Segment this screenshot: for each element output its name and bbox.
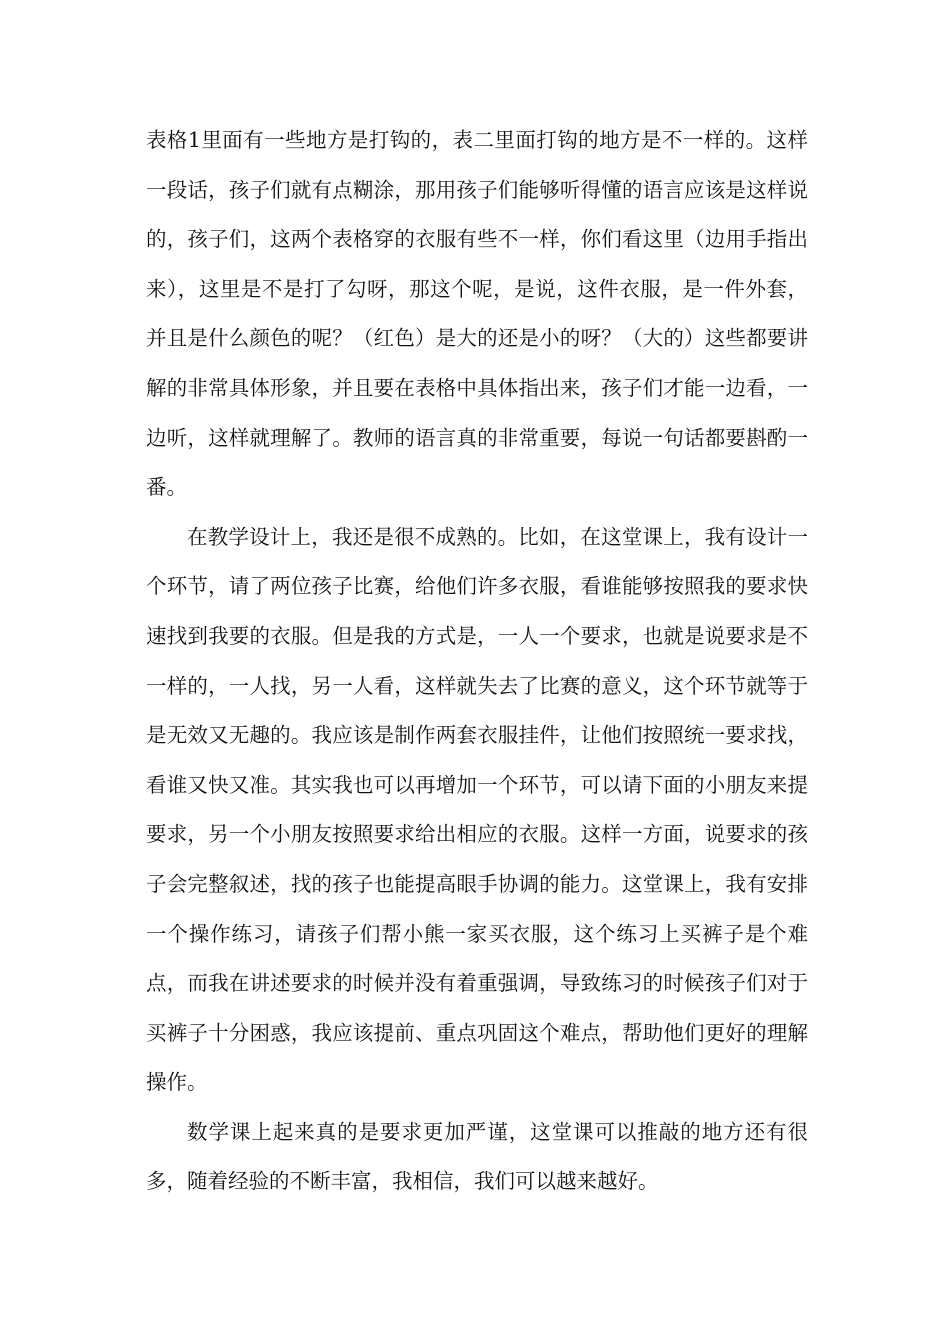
paragraph-2: 在教学设计上，我还是很不成熟的。比如，在这堂课上，我有设计一个环节，请了两位孩子比赛，给他们许多衣服，看谁能够按照我的要求快速找到我要的衣服。但是我的方式是，一人一个要求，也就是说要求是不一样的，一人找，另一人看，这样就失去了比赛的意义，这个环节就等于是无效又无趣的。我应该是制作两套衣服挂件，让他们按照统一要求找，看谁又快又准。其实我也可以再增加一个环节，可以请下面的小朋友来提要求，另一个小朋友按照要求给出相应的衣服。这样一方面，说要求的孩子会完整叙述，找的孩子也能提高眼手协调的能力。这堂课上，我有安排一个操作练习，请孩子们帮小熊一家买衣服，这个练习上买裤子是个难点，而我在讲述要求的时候并没有着重强调，导致练习的时候孩子们对于买裤子十分困惑，我应该提前、重点巩固这个难点，帮助他们更好的理解操作。 xyxy=(146,524,808,1095)
paragraph-1: 表格1里面有一些地方是打钩的，表二里面打钩的地方是不一样的。这样一段话，孩子们就有点糊涂，那用孩子们能够听得懂的语言应该是这样说的，孩子们，这两个表格穿的衣服有些不一样，你们看这里（边用手指出来），这里是不是打了勾呀，那这个呢，是说，这件衣服，是一件外套，并且是什么颜色的呢？（红色）是大的还是小的呀？（大的）这些都要讲解的非常具体形象，并且要在表格中具体指出来，孩子们才能一边看，一边听，这样就理解了。教师的语言真的非常重要，每说一句话都要斟酌一番。 xyxy=(146,128,808,500)
document-page xyxy=(146,116,808,1207)
paragraph-3: 数学课上起来真的是要求更加严谨，这堂课可以推敲的地方还有很多，随着经验的不断丰富，我相信，我们可以越来越好。 xyxy=(146,1119,808,1194)
